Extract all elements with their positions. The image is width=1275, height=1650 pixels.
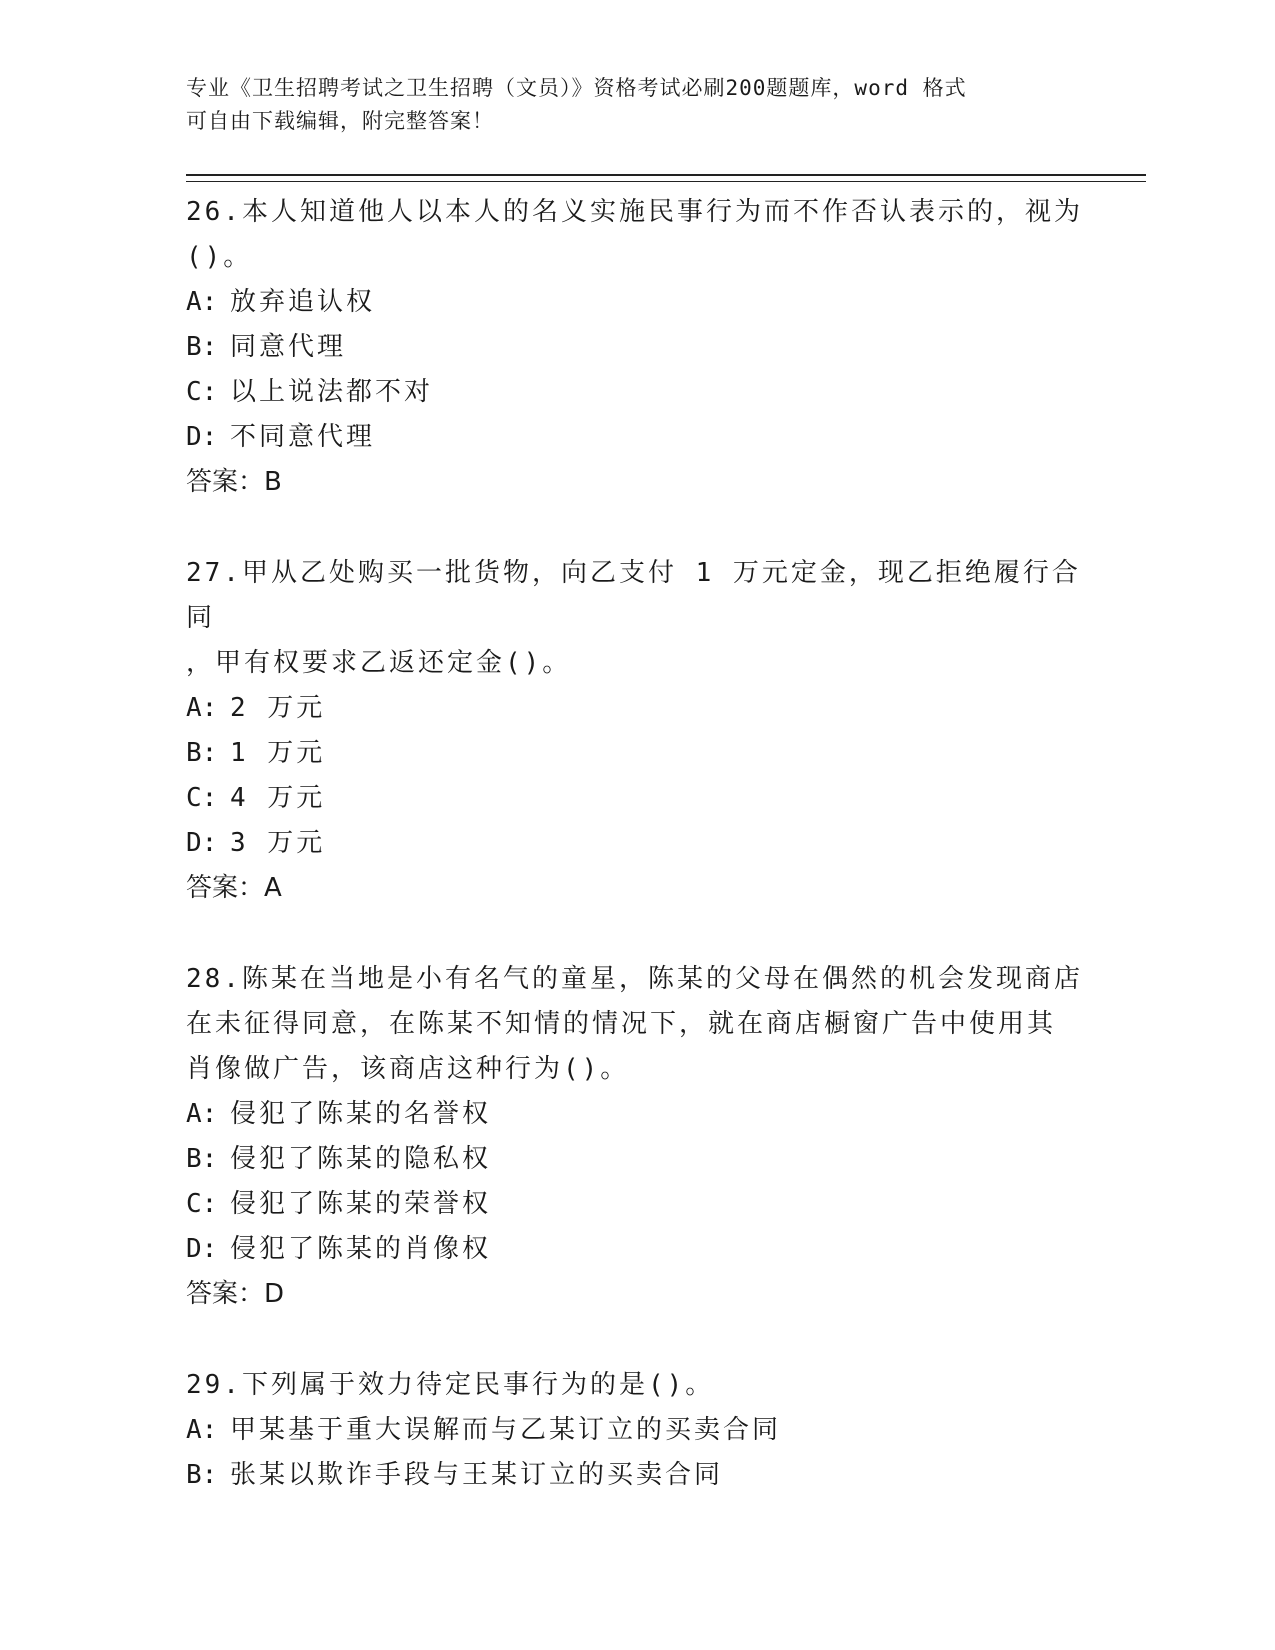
option-key: B: xyxy=(186,738,218,768)
option-key: B: xyxy=(186,332,218,362)
question-stem-line: 27.甲从乙处购买一批货物，向乙支付 1 万元定金，现乙拒绝履行合同 xyxy=(186,558,1081,633)
question-stem-line: 29.下列属于效力待定民事行为的是()。 xyxy=(186,1370,715,1400)
option-key: A: xyxy=(186,287,218,317)
header-divider-thick xyxy=(186,174,1146,176)
answer-line: 答案：A xyxy=(186,873,282,903)
answer-option xyxy=(186,280,1086,325)
answer-option xyxy=(186,370,1086,415)
option-text: 不同意代理 xyxy=(230,422,376,452)
option-text: 甲某基于重大误解而与乙某订立的买卖合同 xyxy=(230,1415,782,1445)
answer-option xyxy=(186,686,1086,731)
answer-option xyxy=(186,1408,1086,1453)
option-text: 侵犯了陈某的荣誉权 xyxy=(230,1189,492,1219)
option-text: 同意代理 xyxy=(230,332,347,362)
header-divider-thin xyxy=(186,181,1146,182)
header-line-1: 专业《卫生招聘考试之卫生招聘（文员）》资格考试必刷200题题库，word 格式 xyxy=(186,76,967,100)
question-stem-line: 28.陈某在当地是小有名气的童星，陈某的父母在偶然的机会发现商店 xyxy=(186,964,1083,994)
option-key: C: xyxy=(186,783,218,813)
option-text: 张某以欺诈手段与王某订立的买卖合同 xyxy=(230,1460,724,1490)
question-stem-line: ，甲有权要求乙返还定金()。 xyxy=(186,648,572,678)
answer-option xyxy=(186,1453,1086,1498)
question-stem-line: 在未征得同意，在陈某不知情的情况下，就在商店橱窗广告中使用其 xyxy=(186,1009,1057,1039)
option-text: 放弃追认权 xyxy=(230,287,376,317)
option-key: A: xyxy=(186,1099,218,1129)
answer-option xyxy=(186,1137,1086,1182)
option-text: 侵犯了陈某的隐私权 xyxy=(230,1144,492,1174)
answer-option xyxy=(186,1227,1086,1272)
option-key: C: xyxy=(186,1189,218,1219)
question-block xyxy=(186,551,1086,911)
answer-option xyxy=(186,415,1086,460)
answer-line: 答案：B xyxy=(186,467,282,497)
answer-option xyxy=(186,1092,1086,1137)
answer-line: 答案：D xyxy=(186,1279,285,1309)
option-key: C: xyxy=(186,377,218,407)
question-stem-line: ()。 xyxy=(186,242,253,272)
answer-option xyxy=(186,776,1086,821)
option-text: 2 万元 xyxy=(230,693,326,723)
option-key: D: xyxy=(186,828,218,858)
option-text: 1 万元 xyxy=(230,738,326,768)
question-stem-line: 26.本人知道他人以本人的名义实施民事行为而不作否认表示的，视为 xyxy=(186,197,1083,227)
option-key: D: xyxy=(186,1234,218,1264)
option-key: A: xyxy=(186,1415,218,1445)
option-text: 侵犯了陈某的名誉权 xyxy=(230,1099,492,1129)
option-key: A: xyxy=(186,693,218,723)
question-list xyxy=(186,190,1086,1544)
answer-option xyxy=(186,1182,1086,1227)
question-stem-line: 肖像做广告，该商店这种行为()。 xyxy=(186,1054,630,1084)
question-block xyxy=(186,1363,1086,1498)
header-line-2: 可自由下载编辑，附完整答案！ xyxy=(186,109,494,133)
answer-option xyxy=(186,325,1086,370)
option-key: B: xyxy=(186,1144,218,1174)
question-block xyxy=(186,957,1086,1317)
answer-option xyxy=(186,731,1086,776)
option-text: 3 万元 xyxy=(230,828,326,858)
option-text: 4 万元 xyxy=(230,783,326,813)
question-block xyxy=(186,190,1086,505)
document-header xyxy=(186,72,1086,138)
option-key: D: xyxy=(186,422,218,452)
answer-option xyxy=(186,821,1086,866)
option-text: 侵犯了陈某的肖像权 xyxy=(230,1234,492,1264)
option-key: B: xyxy=(186,1460,218,1490)
option-text: 以上说法都不对 xyxy=(230,377,434,407)
